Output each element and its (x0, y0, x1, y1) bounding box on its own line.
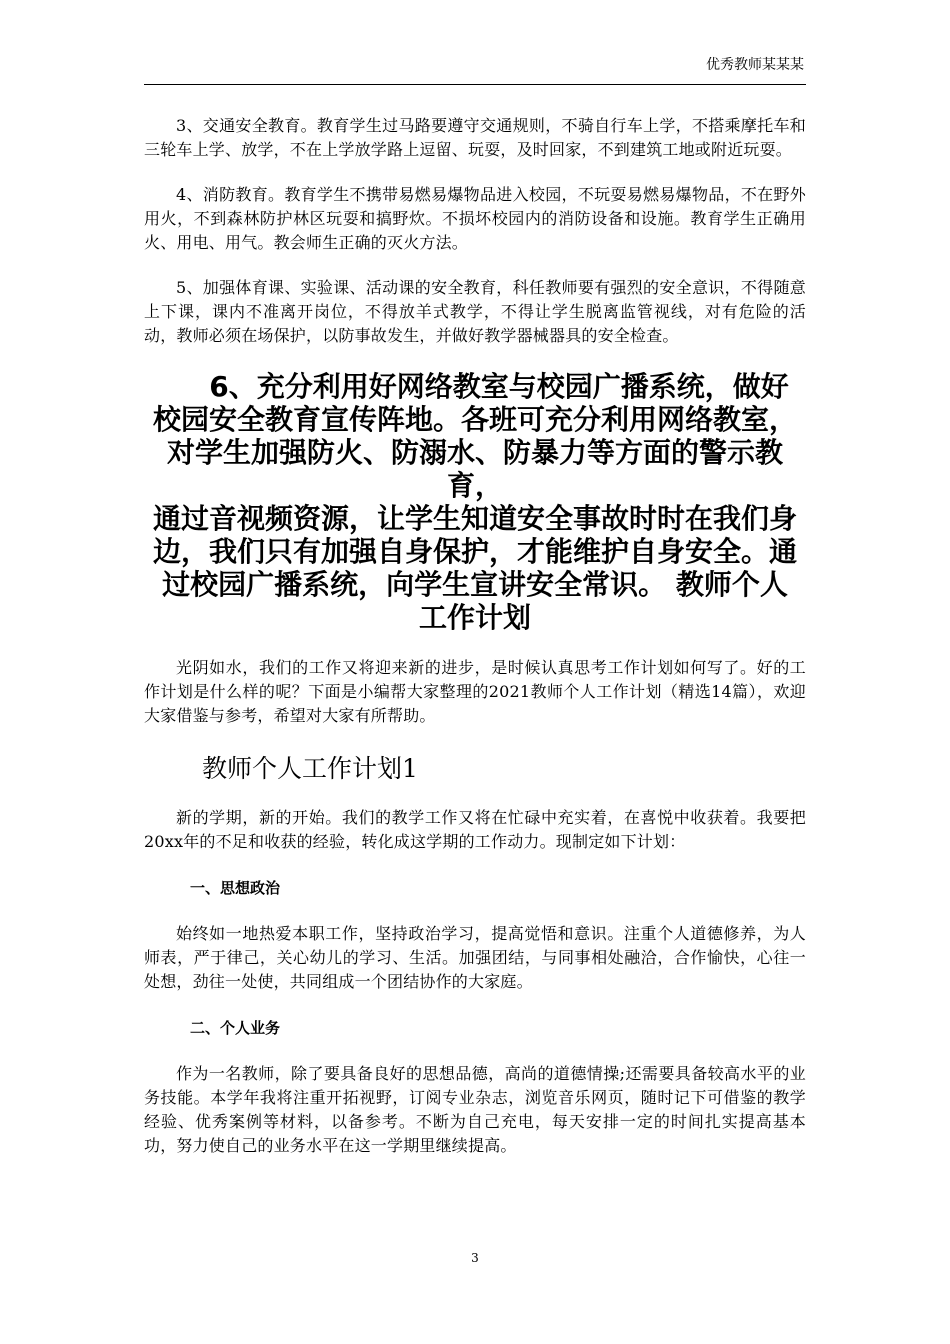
paragraph-business: 作为一名教师，除了要具备良好的思想品德，高尚的道德情操;还需要具备较高水平的业务技能。本学年我将注重开拓视野，订阅专业杂志，浏览音乐网页，随时记下可借鉴的教学经验、优秀案例等材料，以备参考。不断为自己充电，每天安排一定的时间扎实提高基本功，努力使自己的业务水平在这一学期里继续提高。 (144, 1064, 806, 1155)
document-body (144, 114, 806, 1158)
heading-line: 通过音视频资源，让学生知道安全事故时时在我们身 (152, 502, 797, 535)
header-divider (144, 84, 806, 85)
page-number: 3 (471, 1251, 479, 1265)
heading-line: 6、充分利用好网络教室与校园广播系统，做好 (209, 370, 789, 403)
heading-line: 工作计划 (418, 601, 531, 634)
section-title-politics: 一、思想政治 (190, 879, 281, 897)
section-title-business: 二、个人业务 (190, 1019, 281, 1037)
paragraph-traffic-safety: 3、交通安全教育。教育学生过马路要遵守交通规则，不骑自行车上学，不搭乘摩托车和三轮车上学、放学，不在上学放学路上逗留、玩耍，及时回家，不到建筑工地或附近玩耍。 (144, 116, 806, 159)
paragraph-plan-intro: 新的学期，新的开始。我们的教学工作又将在忙碌中充实着，在喜悦中收获着。我要把20xx年的不足和收获的经验，转化成这学期的工作动力。现制定如下计划： (144, 808, 806, 851)
page-header-title: 优秀教师某某某 (706, 57, 804, 73)
paragraph-class-safety: 5、加强体育课、实验课、活动课的安全教育，科任教师要有强烈的安全意识，不得随意上下课，课内不准离开岗位，不得放羊式教学，不得让学生脱离监管视线，对有危险的活动，教师必须在场保护，以防事故发生，并做好教学器械器具的安全检查。 (144, 278, 806, 345)
plan-title: 教师个人工作计划1 (202, 754, 418, 783)
heading-line: 边，我们只有加强自身保护，才能维护自身安全。通 (152, 535, 797, 568)
paragraph-intro: 光阴如水，我们的工作又将迎来新的进步，是时候认真思考工作计划如何写了。好的工作计划是什么样的呢？下面是小编帮大家整理的2021教师个人工作计划（精选14篇），欢迎大家借鉴与参考，希望对大家有所帮助。 (144, 658, 806, 725)
heading-line: 对学生加强防火、防溺水、防暴力等方面的警示教育， (166, 436, 783, 502)
heading-network-broadcast (144, 370, 806, 634)
heading-line: 过校园广播系统，向学生宣讲安全常识。 教师个人 (162, 568, 788, 601)
heading-line: 校园安全教育宣传阵地。各班可充分利用网络教室， (152, 403, 797, 436)
paragraph-fire-safety: 4、消防教育。教育学生不携带易燃易爆物品进入校园，不玩耍易燃易爆物品，不在野外用火，不到森林防护林区玩耍和搞野炊。不损坏校园内的消防设备和设施。教育学生正确用火、用电、用气。教会师生正确的灭火方法。 (144, 185, 806, 252)
paragraph-politics: 始终如一地热爱本职工作，坚持政治学习，提高觉悟和意识。注重个人道德修养，为人师表，严于律己，关心幼儿的学习、生活。加强团结，与同事相处融洽，合作愉快，心往一处想，劲往一处使，共同组成一个团结协作的大家庭。 (144, 924, 806, 991)
